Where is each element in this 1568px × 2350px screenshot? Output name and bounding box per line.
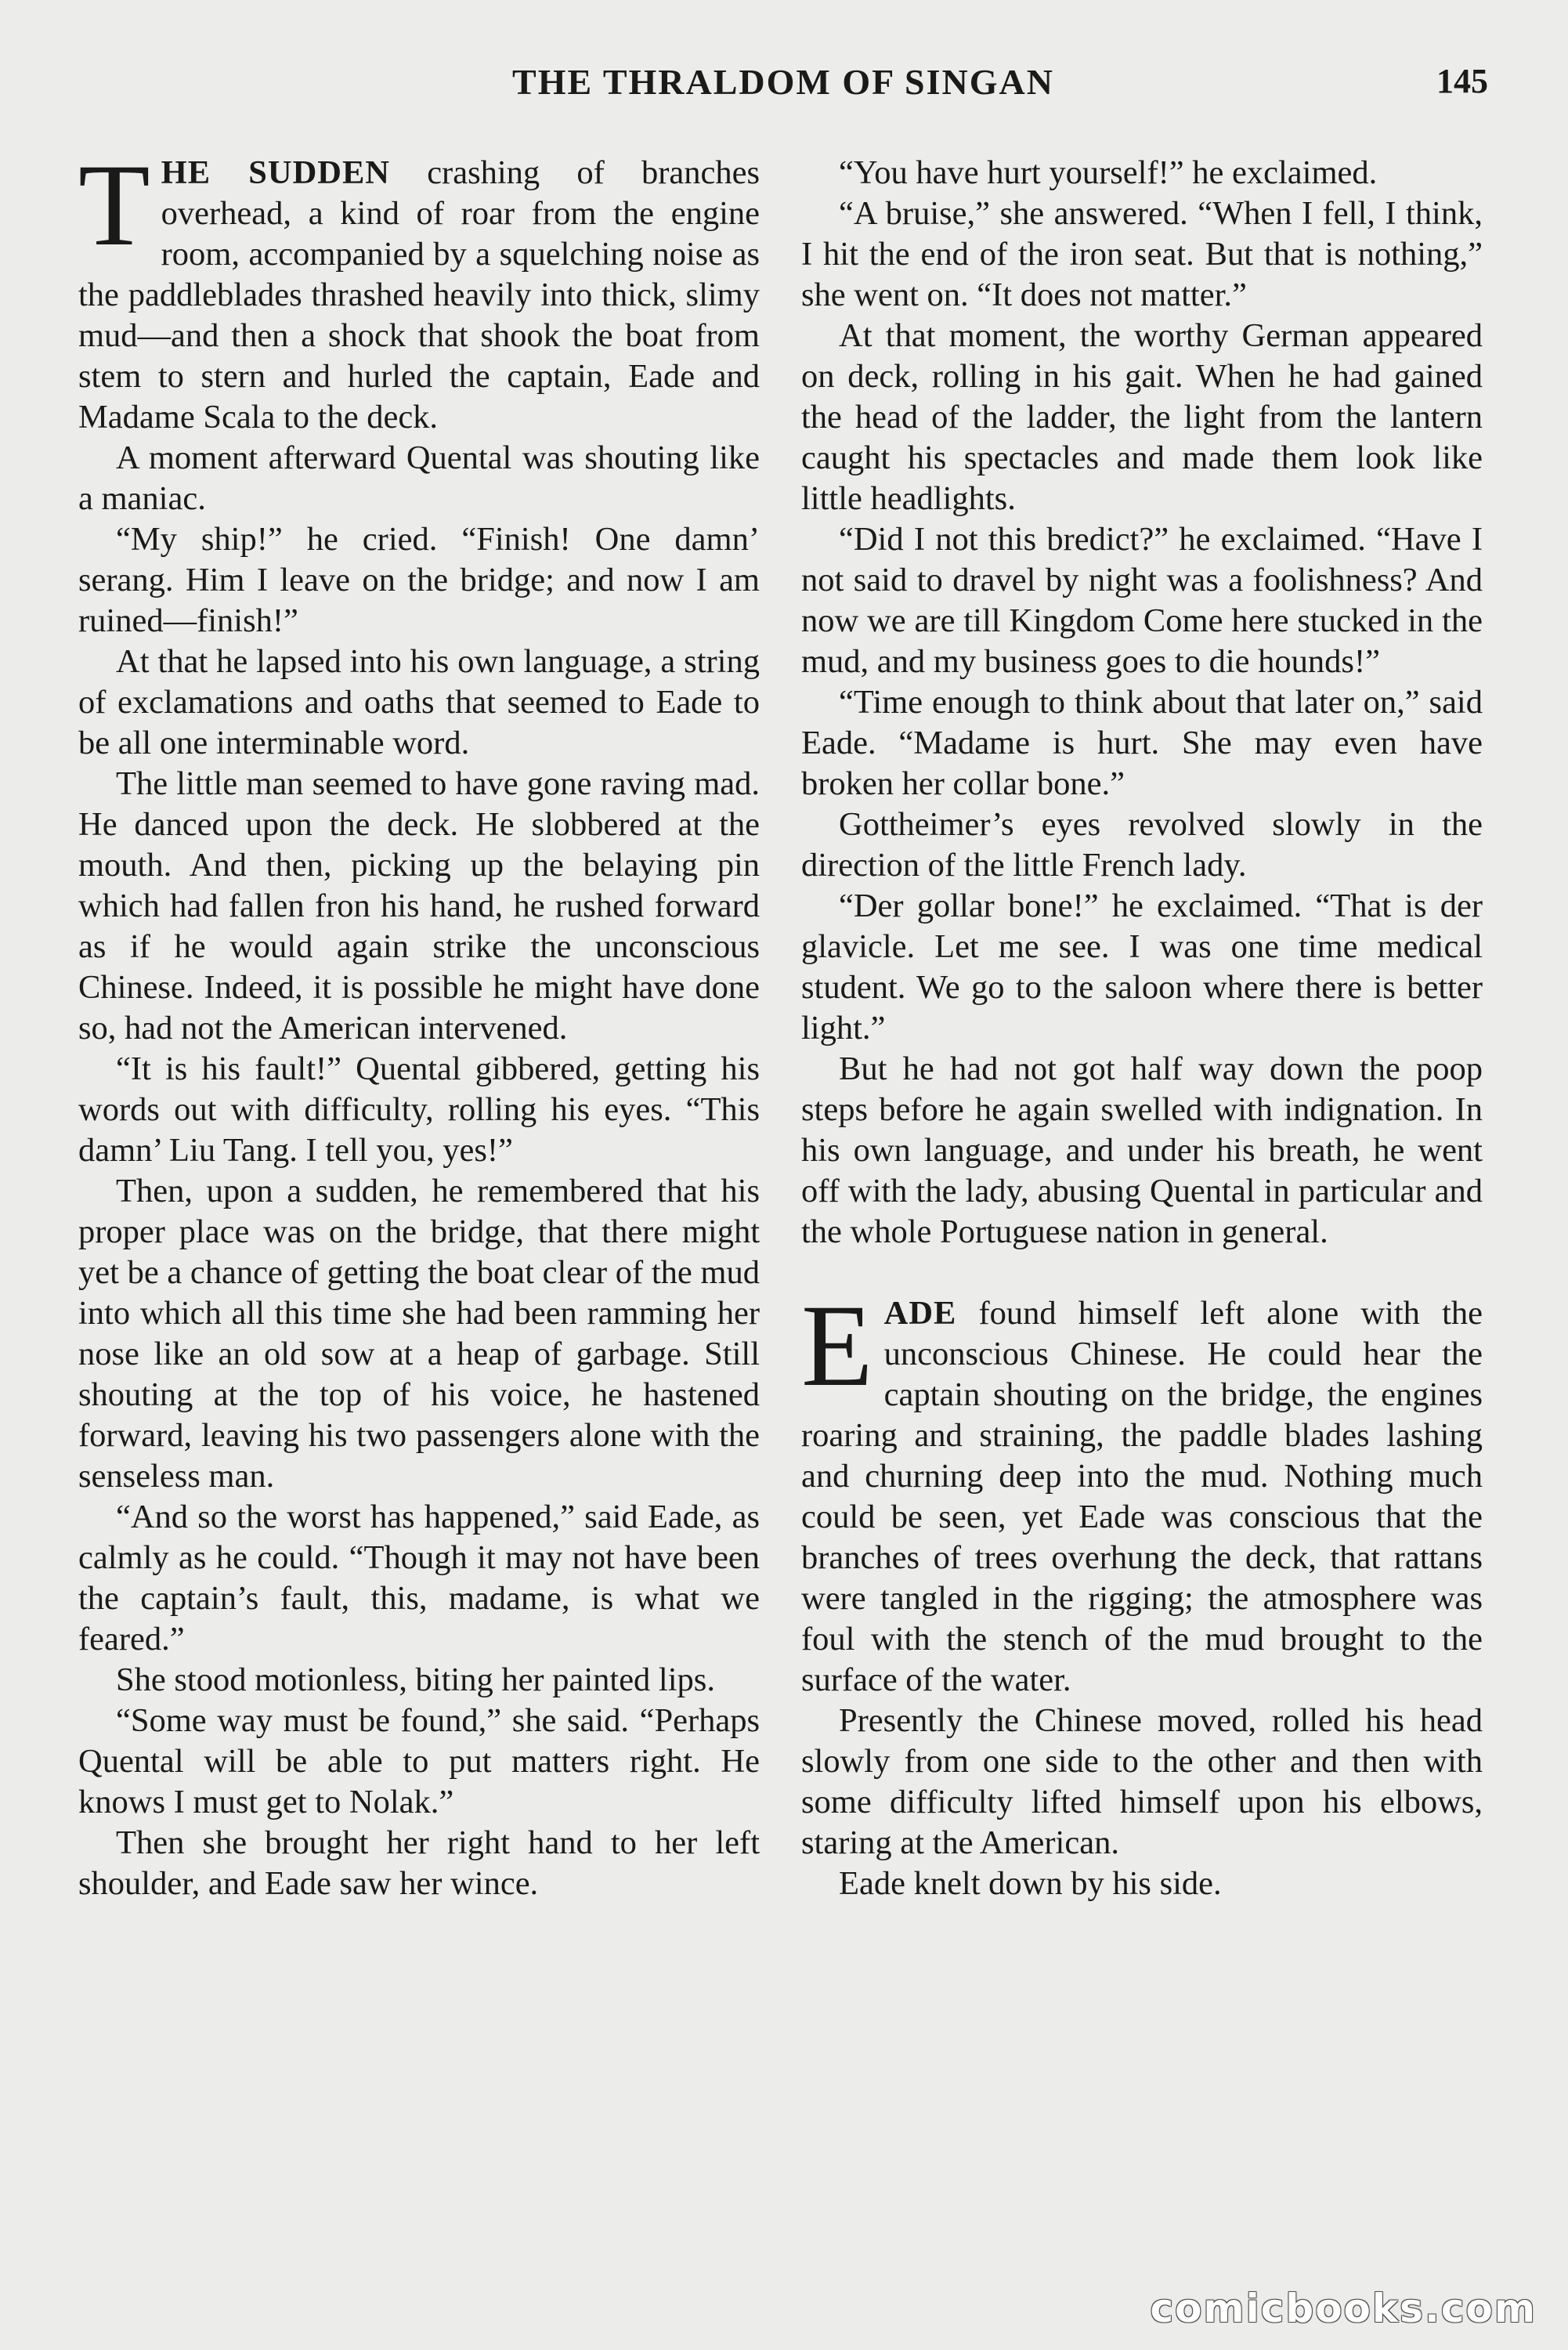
lead-in: ADE [883, 1295, 957, 1332]
paragraph: Then she brought her right hand to her left shoulder, and Eade saw her wince. [78, 1824, 760, 1902]
lead-in: HE SUDDEN [161, 154, 390, 191]
paragraph: A moment afterward Quental was shouting like a maniac. [78, 439, 760, 517]
left-column [78, 140, 760, 1904]
paragraph: “And so the worst has happened,” said Eade, as calmly as he could. “Though it may not have been the captain’s fault, this, madame, is what we feared.” [78, 1499, 760, 1658]
paragraph: Eade knelt down by his side. [839, 1865, 1222, 1902]
paragraph-text: crashing of branches overhead, a kind of roar from the engine room, accompanied by a squelching noise as the paddleblades thrashed heavily into thick, slimy mud—and then a shock that shook the boat from stem to stern and hurled the captain, Eade and Madame Scala to the deck. [78, 154, 760, 436]
drop-cap: T [78, 140, 150, 270]
paragraph: “Did I not this bredict?” he exclaimed. “Have I not said to dravel by night was a foolishness? And now we are till Kingdom Come here stucked in the mud, and my business goes to die hounds!” [801, 521, 1483, 680]
paragraph: But he had not got half way down the poop steps before he again swelled with indignation. In his own language, and under his breath, he went off with the lady, abusing Quental in particular and the whole Portuguese nation in general. [801, 1050, 1483, 1250]
paragraph: “Der gollar bone!” he exclaimed. “That is der glavicle. Let me see. I was one time medical student. We go to the saloon where there is better light.” [801, 888, 1483, 1047]
paragraph: “My ship!” he cried. “Finish! One damn’ serang. Him I leave on the bridge; and now I am ruined—finish!” [78, 521, 760, 639]
page-header [78, 61, 1488, 116]
paragraph: “Time enough to think about that later on,” said Eade. “Madame is hurt. She may even have broken her collar bone.” [801, 684, 1483, 802]
paragraph: Presently the Chinese moved, rolled his head slowly from one side to the other and then with some difficulty lifted himself upon his elbows, staring at the American. [801, 1702, 1483, 1861]
paragraph: At that he lapsed into his own language, a string of exclamations and oaths that seemed to Eade to be all one interminable word. [78, 643, 760, 761]
paragraph: Gottheimer’s eyes revolved slowly in the direction of the little French lady. [801, 806, 1483, 884]
paragraph: Then, upon a sudden, he remembered that his proper place was on the bridge, that there might yet be a chance of getting the boat clear of the mud into which all this time she had been ramming her nose like an old sow at a heap of garbage. Still shouting at the top of his voice, he hastened forward, leaving his two passengers alone with the senseless man. [78, 1173, 760, 1495]
right-column [801, 153, 1483, 1904]
page-number: 145 [1436, 62, 1488, 100]
paragraph: She stood motionless, biting her painted lips. [116, 1661, 715, 1698]
drop-cap: E [801, 1281, 873, 1411]
paragraph: “You have hurt yourself!” he exclaimed. [839, 154, 1378, 191]
paragraph-text: found himself left alone with the unconscious Chinese. He could hear the captain shouting on the bridge, the engines roaring and straining, the paddle blades lashing and churning deep into the mud. Nothing much could be seen, yet Eade was conscious that the branches of trees overhung the deck, that rattans were tangled in the rigging; the atmosphere was foul with the stench of the mud brought to the surface of the water. [801, 1295, 1483, 1698]
site-watermark: comicbooks.com [1150, 2286, 1537, 2331]
running-title: THE THRALDOM OF SINGAN [512, 62, 1054, 102]
paragraph: At that moment, the worthy German appeared on deck, rolling in his gait. When he had gained the head of the ladder, the light from the lantern caught his spectacles and made them look like little headlights. [801, 317, 1483, 517]
paragraph: “Some way must be found,” she said. “Perhaps Quental will be able to put matters right. He knows I must get to Nolak.” [78, 1702, 760, 1820]
paragraph: The little man seemed to have gone raving mad. He danced upon the deck. He slobbered at the mouth. And then, picking up the belaying pin which had fallen fron his hand, he rushed forward as if he would again strike the unconscious Chinese. Indeed, it is possible he might have done so, had not the American intervened. [78, 765, 760, 1047]
section-opening-paragraph [801, 1281, 1483, 1701]
paragraph: “A bruise,” she answered. “When I fell, I think, I hit the end of the iron seat. But that is nothing,” she went on. “It does not matter.” [801, 195, 1483, 313]
paragraph: “It is his fault!” Quental gibbered, getting his words out with difficulty, rolling his eyes. “This damn’ Liu Tang. I tell you, yes!” [78, 1050, 760, 1169]
opening-paragraph [78, 140, 760, 438]
